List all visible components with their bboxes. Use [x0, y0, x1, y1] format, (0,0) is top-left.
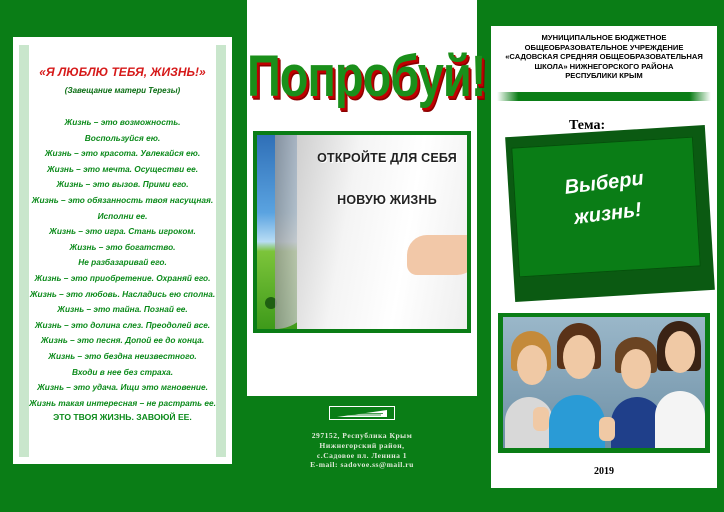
poem-line: Жизнь – это возможность. — [64, 117, 181, 127]
poem-line: Жизнь – это долина слез. Преодолей все. — [34, 319, 211, 330]
org-line: «САДОВСКАЯ СРЕДНЯЯ ОБЩЕОБРАЗОВАТЕЛЬНАЯ — [505, 52, 703, 62]
thumbs-up-icon — [533, 407, 549, 431]
org-line: МУНИЦИПАЛЬНОЕ БЮДЖЕТНОЕ — [541, 33, 667, 42]
poem-line: Жизнь – это обязанность твоя насущная. — [31, 194, 214, 205]
poem-line: Жизнь – это мечта. Осуществи ее. — [46, 163, 199, 174]
org-line: ОБЩЕОБРАЗОВАТЕЛЬНОЕ УЧРЕЖДЕНИЕ — [524, 42, 684, 52]
poem-title: «Я ЛЮБЛЮ ТЕБЯ, ЖИЗНЬ!» — [39, 65, 206, 79]
poem-line: Жизнь – это приобретение. Охраняй его. — [34, 272, 211, 283]
poem-line: Жизнь – это песня. Допой ее до конца. — [40, 335, 205, 346]
person-face — [563, 335, 595, 379]
headline: Попробуй! — [247, 42, 486, 109]
topic-title-line: Выбери — [563, 167, 645, 199]
poem-line: Жизнь – это любовь. Насладись ею сполна. — [29, 288, 216, 299]
poem-line: Жизнь – это богатство. — [69, 241, 176, 252]
poem-line: Жизнь – это вызов. Прими его. — [56, 179, 189, 190]
poem-subtitle: (Завещание матери Терезы) — [64, 86, 181, 95]
poem-line: Жизнь – это удача. Ищи это мгновение. — [37, 382, 208, 393]
poem-line: Исполни ее. — [97, 210, 148, 221]
year-label: 2019 — [594, 466, 614, 477]
poem-lines — [13, 115, 232, 411]
poem-line: Жизнь – это красота. Увлекайся ею. — [44, 148, 201, 159]
person-shirt — [549, 395, 605, 448]
address-block — [292, 431, 432, 470]
landscape-illustration — [257, 135, 467, 329]
poem-line: Воспользуйся ею. — [84, 132, 161, 143]
poem-line: Жизнь – это игра. Стань игроком. — [49, 226, 196, 237]
new-life-image — [253, 131, 471, 333]
person-face — [665, 331, 695, 373]
poem-final-line: ЭТО ТВОЯ ЖИЗНЬ. ЗАВОЮЙ ЕЕ. — [53, 412, 192, 422]
poem-line: Жизнь – это бездна неизвестного. — [48, 350, 197, 361]
email-line: E-mail: sadovoe.ss@mail.ru — [310, 460, 414, 470]
address-line: 297152, Республика Крым — [311, 431, 413, 440]
image-caption-1: ОТКРОЙТЕ ДЛЯ СЕБЯ — [317, 151, 457, 165]
poem-line: Входи в нее без страха. — [71, 366, 174, 377]
poem-line: Жизнь такая интересная – не растрать ее. — [29, 397, 216, 408]
org-line: РЕСПУБЛИКИ КРЫМ — [565, 71, 643, 81]
left-panel — [13, 37, 232, 464]
org-line: ШКОЛА» НИЖНЕГОРСКОГО РАЙОНА — [534, 61, 674, 71]
image-caption-2: НОВУЮ ЖИЗНЬ — [337, 193, 437, 207]
person-face — [621, 349, 651, 389]
topic-title-line: жизнь! — [572, 198, 643, 229]
right-panel — [491, 26, 717, 488]
divider-bar — [497, 92, 711, 101]
poem-line: Жизнь – это тайна. Познай ее. — [57, 304, 188, 315]
poem-line: Не разбазаривай его. — [78, 257, 167, 268]
hand-icon — [407, 235, 467, 275]
thumbs-up-icon — [599, 417, 615, 441]
teens-photo — [498, 313, 710, 453]
address-line: Нижнегорский район, — [319, 440, 405, 450]
topic-label: Тема: — [569, 118, 606, 133]
school-logo-icon — [329, 406, 395, 420]
person-face — [517, 345, 547, 385]
person-shirt — [655, 391, 705, 448]
teens-photo-image — [503, 317, 705, 448]
middle-panel — [247, 0, 486, 396]
organization-name — [497, 33, 711, 81]
address-line: с.Садовое пл. Ленина 1 — [316, 450, 408, 460]
